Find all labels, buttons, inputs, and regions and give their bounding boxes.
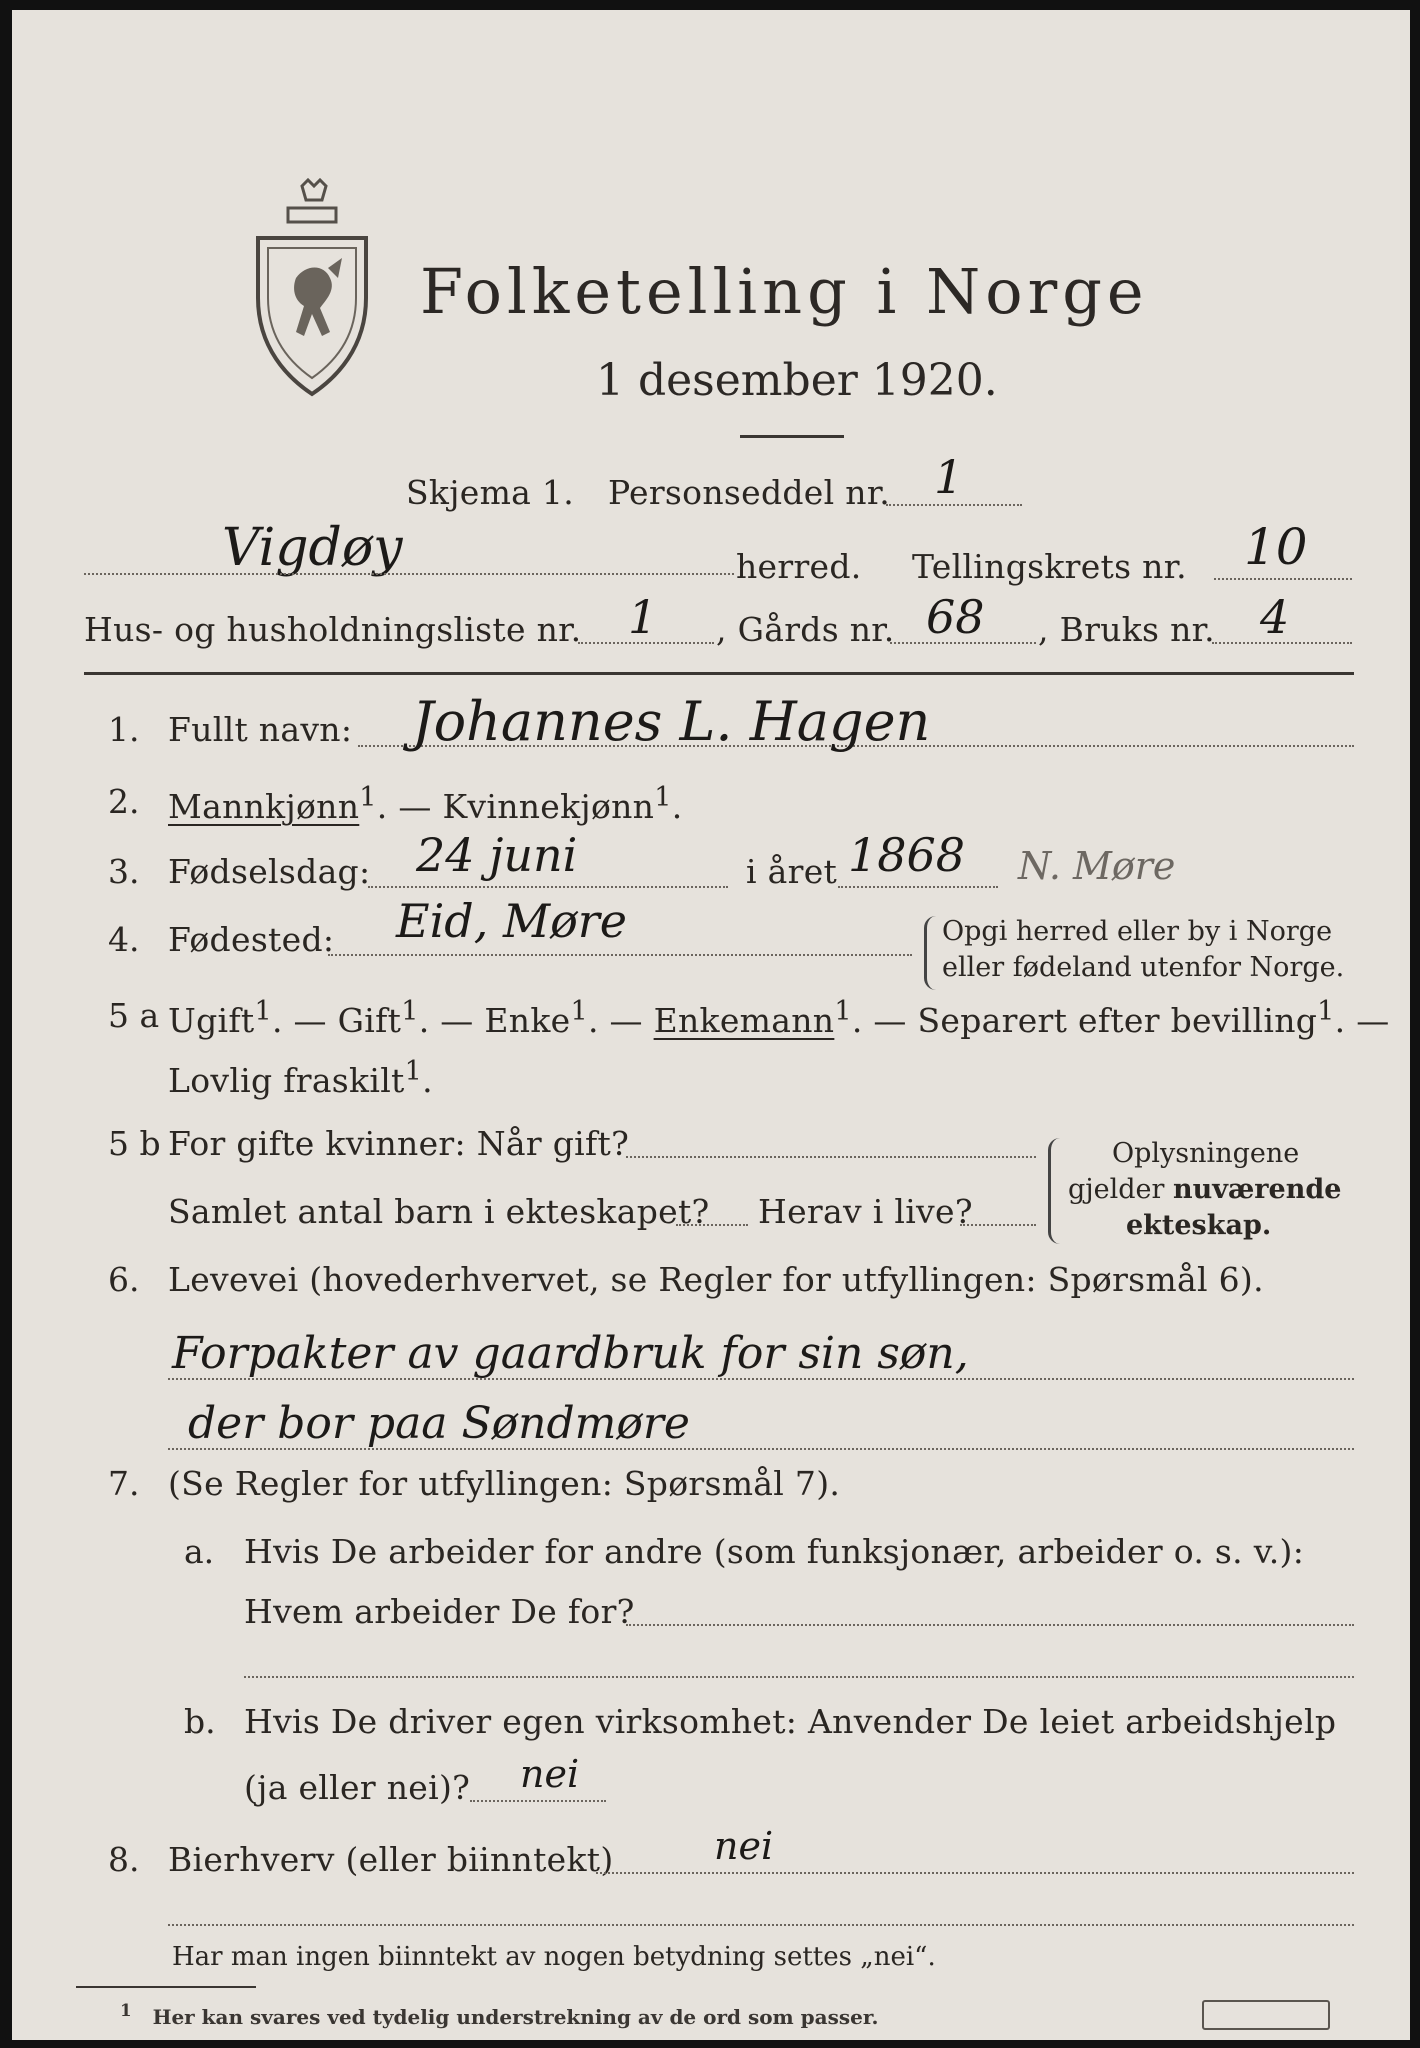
bruks-label: , Bruks nr. (1038, 610, 1215, 649)
q7a-answer-line-1 (626, 1624, 1354, 1626)
q5a-enke: . — Enke (418, 1001, 571, 1040)
q5a-sup-4: 1 (834, 996, 852, 1027)
q3-year-value: 1868 (848, 828, 966, 882)
q4-hint-2: eller fødeland utenfor Norge. (942, 952, 1345, 983)
q5b-label-3: Herav i live? (758, 1192, 973, 1231)
q8-answer-line-1 (596, 1872, 1354, 1874)
q5b-number: 5 b (108, 1124, 161, 1163)
q3-region-note: N. Møre (1018, 844, 1176, 888)
q7a-line-1: Hvis De arbeider for andre (som funksjonær, arbeider o. s. v.): (244, 1532, 1305, 1571)
personseddel-label: Personseddel nr. (608, 473, 891, 512)
q5a-options (168, 996, 1390, 1040)
q7-number: 7. (108, 1464, 140, 1503)
skjema-label: Skjema 1. (406, 473, 575, 512)
q5a-number: 5 a (108, 996, 160, 1035)
q2-male-option: Mannkjønn (168, 787, 360, 826)
bruks-value: 4 (1260, 590, 1290, 644)
personseddel-line (886, 504, 1022, 506)
q4-brace (924, 916, 937, 990)
q5a-sup-3: 1 (570, 996, 588, 1027)
herred-line (84, 573, 734, 575)
q4-hint-1: Opgi herred eller by i Norge (942, 916, 1333, 947)
q6-label: Levevei (hovederhvervet, se Regler for utfyllingen: Spørsmål 6). (168, 1260, 1264, 1299)
q4-number: 4. (108, 920, 140, 959)
tellingskrets-label: Tellingskrets nr. (912, 547, 1187, 586)
q5a-fraskilt-dot: . (422, 1061, 433, 1100)
q5a-sup-6: 1 (404, 1056, 423, 1087)
q2-female-option: Kvinnekjønn (442, 787, 655, 826)
q7b-value: nei (520, 1752, 580, 1796)
q8-value: nei (714, 1824, 774, 1868)
coat-of-arms-icon (248, 178, 376, 398)
q5a-line-2 (168, 1056, 433, 1100)
q3-label: Fødselsdag: (168, 852, 371, 891)
q1-value: Johannes L. Hagen (412, 690, 931, 753)
q7b-answer-line (470, 1800, 606, 1802)
header-divider (84, 672, 1354, 675)
q6-number: 6. (108, 1260, 140, 1299)
hus-value: 1 (628, 590, 658, 644)
herred-label: herred. (736, 547, 862, 586)
footnote (120, 2000, 879, 2029)
q3-value: 24 juni (416, 828, 578, 882)
q5a-sup-5: 1 (1317, 996, 1335, 1027)
q5a-end: . — (1334, 1001, 1390, 1040)
q7b-line-2: (ja eller nei)? (244, 1768, 471, 1807)
census-date: 1 desember 1920. (596, 355, 998, 406)
q3-year-label: i året (746, 852, 838, 891)
footnote-text: Her kan svares ved tydelig understrekning av de ord som passer. (152, 2004, 879, 2029)
q7a-answer-line-2 (244, 1676, 1354, 1678)
q1-label: Fullt navn: (168, 710, 353, 749)
q5b-note-2a: gjelder (1068, 1174, 1174, 1205)
q2-separator: . — (376, 787, 443, 826)
q5a-separert: . — Separert efter bevilling (851, 1001, 1318, 1040)
q3-number: 3. (108, 852, 140, 891)
q5b-note-2b: nuværende (1173, 1174, 1342, 1205)
q4-line (328, 954, 912, 956)
biinntekt-note: Har man ingen biinntekt av nogen betydning settes „nei“. (172, 1942, 936, 1972)
q7b-line-1: Hvis De driver egen virksomhet: Anvender De leiet arbeidshjelp (244, 1702, 1337, 1741)
q2-number: 2. (108, 782, 140, 821)
q5b-note-1: Oplysningene (1112, 1138, 1300, 1169)
tellingskrets-value: 10 (1244, 518, 1308, 576)
q6-value-2: der bor paa Søndmøre (188, 1398, 690, 1449)
q5a-enkemann: Enkemann (653, 1001, 835, 1040)
q5b-line-2 (676, 1224, 748, 1226)
q5b-note-3: ekteskap. (1126, 1210, 1272, 1241)
q8-answer-line-2 (168, 1924, 1354, 1926)
printer-stamp (1202, 2000, 1330, 2030)
census-form-page (12, 10, 1410, 2040)
q2-end: . (671, 787, 683, 826)
q2-options (168, 782, 683, 826)
q2-male-footnote: 1 (359, 782, 377, 813)
q5a-gift: . — Gift (271, 1001, 402, 1040)
q6-line-1 (168, 1378, 1354, 1380)
q6-line-2 (168, 1448, 1354, 1450)
q7a-number: a. (184, 1532, 215, 1571)
q5a-fraskilt: Lovlig fraskilt (168, 1061, 405, 1100)
q2-female-footnote: 1 (654, 782, 672, 813)
q5b-line-1 (626, 1156, 1036, 1158)
q3-year-line (838, 886, 998, 888)
q5a-dash: . — (587, 1001, 654, 1040)
tellingskrets-line (1214, 578, 1352, 580)
footnote-divider (76, 1986, 256, 1988)
q5b-brace (1048, 1138, 1063, 1244)
herred-value: Vigdøy (222, 518, 403, 578)
q5a-ugift: Ugift (168, 1001, 255, 1040)
q7a-line-2: Hvem arbeider De for? (244, 1592, 635, 1631)
q7-label: (Se Regler for utfyllingen: Spørsmål 7). (168, 1464, 841, 1503)
title-divider (740, 435, 844, 438)
q5b-label-2: Samlet antal barn i ekteskapet? (168, 1192, 710, 1231)
hus-label: Hus- og husholdningsliste nr. (84, 610, 582, 649)
q5a-sup-2: 1 (401, 996, 419, 1027)
q8-label: Bierhverv (eller biinntekt) (168, 1840, 614, 1879)
q4-label: Fødested: (168, 920, 335, 959)
q5b-line-3 (960, 1224, 1036, 1226)
q5b-note-2 (1068, 1174, 1341, 1205)
gards-value: 68 (926, 590, 985, 644)
footnote-mark: 1 (120, 2000, 132, 2020)
q6-value-1: Forpakter av gaardbruk for sin søn, (172, 1328, 969, 1379)
q3-line (368, 886, 728, 888)
personseddel-value: 1 (934, 450, 964, 504)
q8-number: 8. (108, 1840, 140, 1879)
q7b-number: b. (184, 1702, 216, 1741)
q1-number: 1. (108, 710, 140, 749)
gards-label: , Gårds nr. (716, 610, 895, 649)
q5b-label-1: For gifte kvinner: Når gift? (168, 1124, 630, 1163)
q4-value: Eid, Møre (396, 894, 627, 948)
form-title: Folketelling i Norge (420, 255, 1149, 328)
q5a-sup-1: 1 (254, 996, 272, 1027)
